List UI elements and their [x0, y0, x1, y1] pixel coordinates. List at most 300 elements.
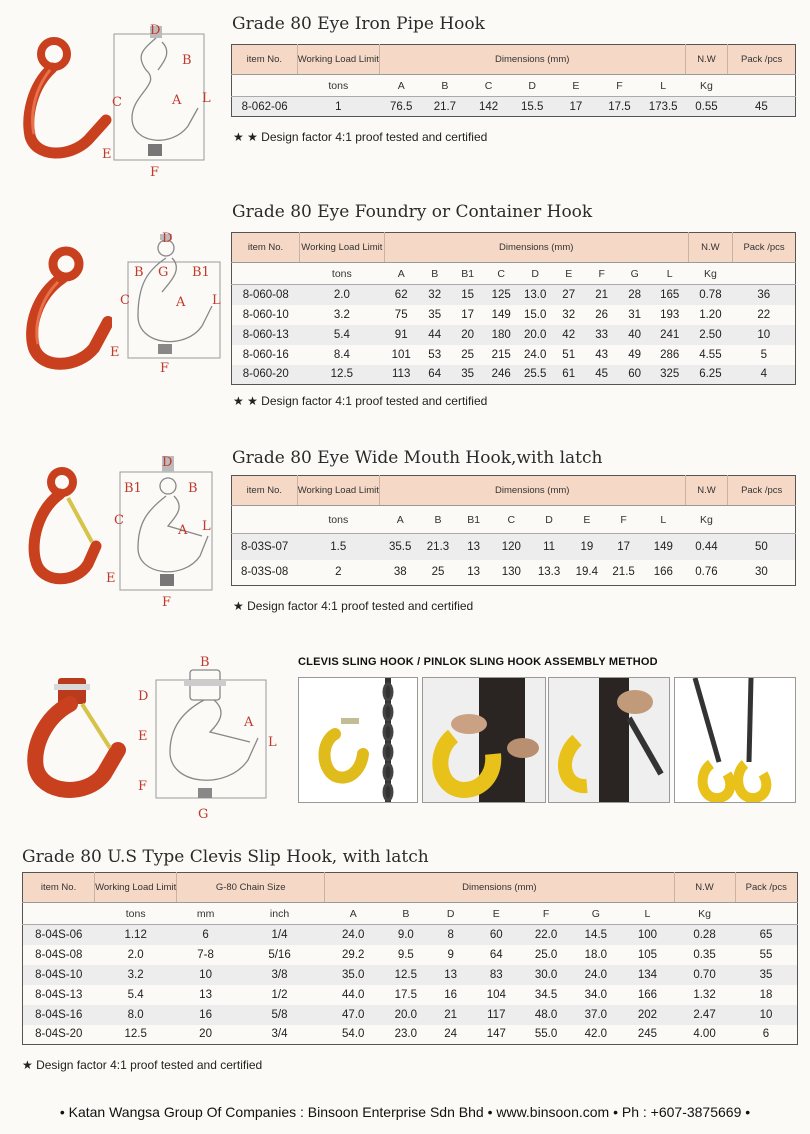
section-3-note: ★ Design factor 4:1 proof tested and certified — [233, 599, 474, 613]
assembly-photo-3 — [548, 677, 670, 803]
item-no-cell: 8-04S-20 — [35, 1028, 83, 1041]
cell: 202 — [637, 1008, 657, 1021]
table-row — [232, 305, 796, 325]
unit-dim: L — [660, 79, 667, 92]
cell: 8.4 — [333, 348, 350, 361]
unit-dim: D — [531, 267, 539, 280]
cell: 193 — [660, 308, 680, 321]
diagram-label-d: D — [150, 23, 161, 38]
header-dimensions: Dimensions (mm) — [325, 873, 674, 903]
cell: 19.4 — [575, 566, 599, 579]
cell: 18 — [759, 988, 773, 1001]
cell: 1/2 — [271, 988, 288, 1001]
unit-dim: B — [434, 513, 442, 526]
diagram-label-g: G — [158, 265, 169, 280]
cell: 0.76 — [695, 566, 718, 579]
cell: 13 — [467, 566, 481, 579]
diagram-label-a: A — [172, 93, 182, 108]
cell: 23.0 — [394, 1028, 418, 1041]
header-item-no: item No. — [232, 45, 298, 75]
cell: 4.00 — [693, 1028, 716, 1041]
cell: 65 — [735, 925, 797, 945]
cell: 13.0 — [518, 285, 552, 305]
cell: 15 — [451, 285, 484, 305]
cell: 5/16 — [268, 948, 291, 961]
diagram-label-f: F — [162, 595, 172, 610]
item-no-cell: 8-03S-08 — [240, 566, 289, 579]
cell: 0.28 — [674, 925, 735, 945]
assembled-sling-hooks-icon — [675, 678, 796, 803]
cell: 44 — [428, 328, 442, 341]
cell: 14.5 — [571, 925, 621, 945]
section-1-table — [231, 44, 796, 117]
cell: 31 — [628, 308, 642, 321]
cell: 16 — [444, 988, 458, 1001]
cell: 1.5 — [297, 534, 379, 560]
cell: 17 — [606, 534, 642, 560]
unit-dim: A — [396, 513, 404, 526]
unit-dim: L — [660, 513, 667, 526]
cell: 134 — [637, 968, 657, 981]
cell: 173.5 — [641, 97, 685, 117]
cell: 241 — [660, 328, 680, 341]
cell: 120 — [492, 534, 530, 560]
diagram-label-c: C — [112, 95, 122, 110]
cell: 1.32 — [693, 988, 716, 1001]
unit-dim: E — [565, 267, 573, 280]
cell: 24 — [444, 1028, 458, 1041]
section-3-table — [231, 475, 796, 586]
unit-dim: B1 — [461, 267, 475, 280]
item-no-cell: 8-04S-08 — [35, 948, 83, 961]
cell: 21.7 — [423, 97, 467, 117]
cell: 45 — [728, 97, 796, 117]
cell: 12.5 — [394, 968, 418, 981]
item-no-cell: 8-060-13 — [242, 328, 289, 341]
cell: 76.5 — [379, 97, 423, 117]
cell: 34.0 — [584, 988, 608, 1001]
cell: 0.70 — [693, 968, 716, 981]
cell: 15.5 — [510, 97, 554, 117]
cell: 32 — [562, 308, 576, 321]
header-item-no: item No. — [232, 476, 298, 506]
cell: 35 — [759, 968, 773, 981]
header-wll: Working Load Limit — [95, 873, 177, 903]
unit-dim: A — [397, 267, 405, 280]
cell: 10 — [757, 328, 771, 341]
unit-dim: B1 — [467, 513, 481, 526]
cell: 34.5 — [534, 988, 558, 1001]
cell: 24.0 — [325, 925, 382, 945]
cell: 2.0 — [127, 948, 144, 961]
cell: 54.0 — [342, 1028, 365, 1041]
diagram-label-d: D — [162, 455, 173, 470]
cell: 40 — [628, 328, 642, 341]
section-4-note: ★ Design factor 4:1 proof tested and certified — [22, 1058, 263, 1072]
cell: 47.0 — [342, 1008, 365, 1021]
cell: 12.5 — [330, 368, 354, 381]
diagram-label-f: F — [138, 779, 148, 794]
cell: 60 — [472, 925, 522, 945]
unit-wll: tons — [328, 79, 349, 92]
unit-dim: E — [572, 79, 580, 92]
cell: 10 — [759, 1008, 773, 1021]
cell: 117 — [487, 1008, 506, 1021]
item-no-cell: 8-04S-10 — [35, 968, 83, 981]
cell: 105 — [637, 948, 657, 961]
cell: 91 — [394, 328, 408, 341]
cell: 30.0 — [534, 968, 558, 981]
cell: 9 — [447, 948, 454, 961]
cell: 18.0 — [584, 948, 608, 961]
unit-dim: E — [492, 907, 500, 920]
diagram-label-b: B — [188, 481, 198, 496]
eye-iron-pipe-hook-diagram — [102, 22, 220, 180]
diagram-label-f: F — [160, 361, 170, 376]
section-1-note: ★ ★ Design factor 4:1 proof tested and certified — [233, 130, 488, 144]
assembly-photo-1 — [298, 677, 418, 803]
table-row — [23, 1005, 798, 1025]
cell: 2 — [335, 566, 342, 579]
cell: 165 — [651, 285, 688, 305]
cell: 6 — [762, 1028, 770, 1041]
cell: 0.78 — [688, 285, 732, 305]
item-no-cell: 8-04S-13 — [35, 988, 83, 1001]
cell: 64 — [428, 368, 442, 381]
clevis-slip-hook-image — [24, 674, 126, 804]
diagram-label-c: C — [114, 513, 124, 528]
diagram-label-l: L — [268, 735, 277, 750]
table-row — [23, 925, 798, 945]
cell: 61 — [562, 368, 576, 381]
cell: 21 — [444, 1008, 458, 1021]
cell: 8 — [430, 925, 472, 945]
cell: 17.5 — [394, 988, 418, 1001]
cell: 5 — [760, 348, 767, 361]
cell: 43 — [595, 348, 609, 361]
cell: 21.3 — [421, 534, 455, 560]
cell: 24.0 — [524, 348, 547, 361]
assembly-title: CLEVIS SLING HOOK / PINLOK SLING HOOK ASSEMBLY METHOD — [298, 656, 658, 668]
cell: 1/4 — [234, 925, 324, 945]
cell: 149 — [491, 308, 511, 321]
unit-dim: D — [528, 79, 537, 92]
cell: 60 — [628, 368, 642, 381]
cell: 30 — [755, 566, 768, 579]
cell: 35 — [461, 368, 475, 381]
cell: 21 — [585, 285, 618, 305]
cell: 104 — [486, 988, 506, 1001]
cell: 35.5 — [379, 534, 421, 560]
cell: 149 — [642, 534, 686, 560]
unit-wll: tons — [328, 513, 349, 526]
cell: 4.55 — [699, 348, 722, 361]
cell: 3/4 — [271, 1028, 288, 1041]
cell: 53 — [428, 348, 442, 361]
header-pack: Pack /pcs — [735, 873, 797, 903]
cell: 147 — [486, 1028, 506, 1041]
cell: 2.0 — [300, 285, 385, 305]
unit-dim: G — [630, 267, 639, 280]
cell: 0.35 — [693, 948, 716, 961]
cell: 1.20 — [699, 308, 722, 321]
cell: 215 — [491, 348, 511, 361]
section-2-note: ★ ★ Design factor 4:1 proof tested and certified — [233, 394, 488, 408]
diagram-label-d: D — [162, 231, 173, 246]
item-no-cell: 8-060-08 — [232, 285, 300, 305]
unit-wll: tons — [125, 907, 146, 920]
header-wll: Working Load Limit — [297, 476, 379, 506]
cell: 42 — [562, 328, 576, 341]
cell: 48.0 — [534, 1008, 558, 1021]
unit-chain-inch: inch — [269, 907, 290, 920]
cell: 25 — [461, 348, 475, 361]
cell: 44.0 — [342, 988, 365, 1001]
cell: 32 — [418, 285, 451, 305]
header-pack: Pack /pcs — [728, 45, 796, 75]
cell: 3.2 — [127, 968, 144, 981]
item-no-cell: 8-060-16 — [242, 348, 289, 361]
unit-dim: L — [644, 907, 651, 920]
cell: 2.47 — [693, 1008, 716, 1021]
cell: 5.4 — [127, 988, 144, 1001]
cell: 1 — [297, 97, 379, 117]
diagram-label-d: D — [138, 689, 149, 704]
diagram-label-b: B — [200, 655, 210, 670]
cell: 35.0 — [342, 968, 365, 981]
unit-nw: Kg — [698, 907, 711, 920]
cell: 13 — [444, 968, 458, 981]
footer-contact: • Katan Wangsa Group Of Companies : Binsoon Enterprise Sdn Bhd • www.binsoon.com • Ph : +607-3875669 • — [59, 1104, 751, 1120]
unit-dim: F — [620, 513, 627, 526]
cell: 125 — [484, 285, 518, 305]
unit-dim: B — [431, 267, 439, 280]
cell: 6.25 — [699, 368, 722, 381]
section-4-table — [22, 872, 798, 1045]
diagram-label-e: E — [102, 147, 112, 162]
assembly-photo-2 — [422, 677, 546, 803]
cell: 11 — [530, 534, 568, 560]
item-no-cell: 8-04S-16 — [35, 1008, 83, 1021]
cell: 20 — [461, 328, 475, 341]
table-row — [232, 285, 796, 305]
cell: 4 — [760, 368, 767, 381]
unit-dim: B — [402, 907, 410, 920]
eye-foundry-hook-diagram — [108, 226, 228, 376]
cell: 0.55 — [685, 97, 728, 117]
cell: 3.2 — [333, 308, 350, 321]
header-nw: N.W — [688, 233, 732, 263]
unit-dim: C — [497, 267, 505, 280]
cell: 55 — [759, 948, 773, 961]
cell: 180 — [491, 328, 511, 341]
cell: 166 — [653, 566, 673, 579]
section-3-title: Grade 80 Eye Wide Mouth Hook,with latch — [232, 448, 603, 468]
clevis-slip-hook-diagram — [132, 650, 282, 822]
diagram-label-b: B — [182, 53, 192, 68]
cell: 28 — [618, 285, 651, 305]
header-nw: N.W — [685, 45, 728, 75]
unit-wll: tons — [331, 267, 352, 280]
cell: 100 — [621, 925, 674, 945]
cell: 21.5 — [612, 566, 635, 579]
eye-wide-mouth-hook-image — [24, 464, 104, 590]
diagram-label-f: F — [150, 165, 160, 180]
table-row — [232, 534, 796, 560]
header-pack: Pack /pcs — [728, 476, 796, 506]
cell: 7-8 — [197, 948, 214, 961]
unit-dim: A — [349, 907, 357, 920]
cell: 2.50 — [699, 328, 722, 341]
header-item-no: item No. — [232, 233, 300, 263]
cell: 286 — [660, 348, 680, 361]
cell: 10 — [199, 968, 212, 981]
table-row — [232, 345, 796, 365]
header-wll: Working Load Limit — [297, 45, 379, 75]
cell: 25 — [431, 566, 445, 579]
cell: 17 — [554, 97, 598, 117]
eye-iron-pipe-hook-image — [22, 36, 112, 164]
unit-dim: A — [397, 79, 405, 92]
unit-dim: G — [591, 907, 600, 920]
cell: 37.0 — [584, 1008, 608, 1021]
diagram-label-a: A — [178, 523, 188, 538]
eye-foundry-hook-image — [22, 244, 112, 374]
unit-dim: D — [446, 907, 455, 920]
header-dimensions: Dimensions (mm) — [379, 45, 685, 75]
header-nw: N.W — [685, 476, 728, 506]
table-row — [23, 965, 798, 985]
diagram-label-g: G — [198, 807, 209, 822]
item-no-cell: 8-04S-06 — [23, 925, 95, 945]
header-wll: Working Load Limit — [300, 233, 385, 263]
diagram-label-b1: B1 — [124, 481, 142, 496]
section-1-title: Grade 80 Eye Iron Pipe Hook — [232, 14, 485, 34]
cell: 1.12 — [95, 925, 177, 945]
table-row — [232, 325, 796, 345]
unit-dim: L — [666, 267, 673, 280]
cell: 55.0 — [534, 1028, 558, 1041]
cell: 62 — [384, 285, 418, 305]
cell: 22.0 — [521, 925, 571, 945]
cell: 113 — [392, 368, 411, 381]
unit-nw: Kg — [700, 79, 713, 92]
hook-with-pin-and-chain-icon — [299, 678, 418, 803]
cell: 246 — [491, 368, 511, 381]
unit-dim: F — [542, 907, 550, 920]
cell: 12.5 — [124, 1028, 147, 1041]
cell: 17.5 — [598, 97, 642, 117]
table-row — [23, 985, 798, 1005]
cell: 13.3 — [537, 566, 561, 579]
section-2-table — [231, 232, 796, 385]
section-2-title: Grade 80 Eye Foundry or Container Hook — [232, 202, 593, 222]
table-row — [232, 97, 796, 117]
cell: 49 — [628, 348, 642, 361]
cell: 9.0 — [382, 925, 430, 945]
cell: 101 — [391, 348, 411, 361]
item-no-cell: 8-03S-07 — [232, 534, 298, 560]
cell: 33 — [595, 328, 609, 341]
cell: 27 — [552, 285, 585, 305]
cell: 166 — [637, 988, 657, 1001]
cell: 245 — [637, 1028, 657, 1041]
cell: 38 — [393, 566, 407, 579]
cell: 45 — [595, 368, 609, 381]
diagram-label-l: L — [202, 519, 211, 534]
unit-nw: Kg — [700, 513, 713, 526]
header-dimensions: Dimensions (mm) — [379, 476, 685, 506]
diagram-label-e: E — [110, 345, 120, 360]
cell: 6 — [177, 925, 235, 945]
inserting-chain-icon — [423, 678, 546, 803]
cell: 8.0 — [127, 1008, 144, 1021]
cell: 20.0 — [524, 328, 547, 341]
cell: 22 — [757, 308, 771, 321]
unit-nw: Kg — [703, 267, 717, 280]
cell: 75 — [394, 308, 408, 321]
cell: 8-062-06 — [232, 97, 298, 117]
header-dimensions: Dimensions (mm) — [384, 233, 688, 263]
unit-dim: F — [598, 267, 605, 280]
cell: 35 — [428, 308, 442, 321]
diagram-label-l: L — [212, 293, 221, 308]
cell: 142 — [467, 97, 511, 117]
cell: 0.44 — [685, 534, 728, 560]
cell: 325 — [660, 368, 680, 381]
header-pack: Pack /pcs — [733, 233, 796, 263]
unit-chain-mm: mm — [196, 907, 215, 920]
unit-dim: E — [583, 513, 591, 526]
unit-dim: F — [616, 79, 623, 92]
cell: 9.5 — [397, 948, 414, 961]
header-chain-size: G-80 Chain Size — [177, 873, 325, 903]
diagram-label-b: B — [134, 265, 144, 280]
cell: 130 — [501, 566, 521, 579]
cell: 13 — [199, 988, 212, 1001]
cell: 24.0 — [584, 968, 608, 981]
section-4-title: Grade 80 U.S Type Clevis Slip Hook, with latch — [22, 847, 429, 867]
cell: 64 — [489, 948, 503, 961]
cell: 50 — [728, 534, 796, 560]
table-row — [23, 1025, 798, 1045]
cell: 25.5 — [524, 368, 547, 381]
cell: 19 — [568, 534, 606, 560]
unit-dim: B — [441, 79, 449, 92]
cell: 51 — [562, 348, 576, 361]
cell: 36 — [733, 285, 796, 305]
cell: 13 — [455, 534, 493, 560]
diagram-label-c: C — [120, 293, 130, 308]
diagram-label-a: A — [244, 715, 254, 730]
cell: 29.2 — [342, 948, 365, 961]
header-item-no: item No. — [23, 873, 95, 903]
fitting-pin-icon — [549, 678, 670, 803]
item-no-cell: 8-060-20 — [242, 368, 289, 381]
header-nw: N.W — [674, 873, 735, 903]
cell: 20.0 — [394, 1008, 418, 1021]
cell: 3/8 — [271, 968, 288, 981]
cell: 17 — [461, 308, 475, 321]
cell: 5.4 — [333, 328, 350, 341]
table-row — [23, 945, 798, 965]
table-row — [232, 365, 796, 385]
eye-wide-mouth-hook-diagram — [104, 452, 222, 612]
cell: 26 — [595, 308, 609, 321]
item-no-cell: 8-060-10 — [242, 308, 289, 321]
diagram-label-e: E — [138, 729, 148, 744]
cell: 20 — [199, 1028, 212, 1041]
